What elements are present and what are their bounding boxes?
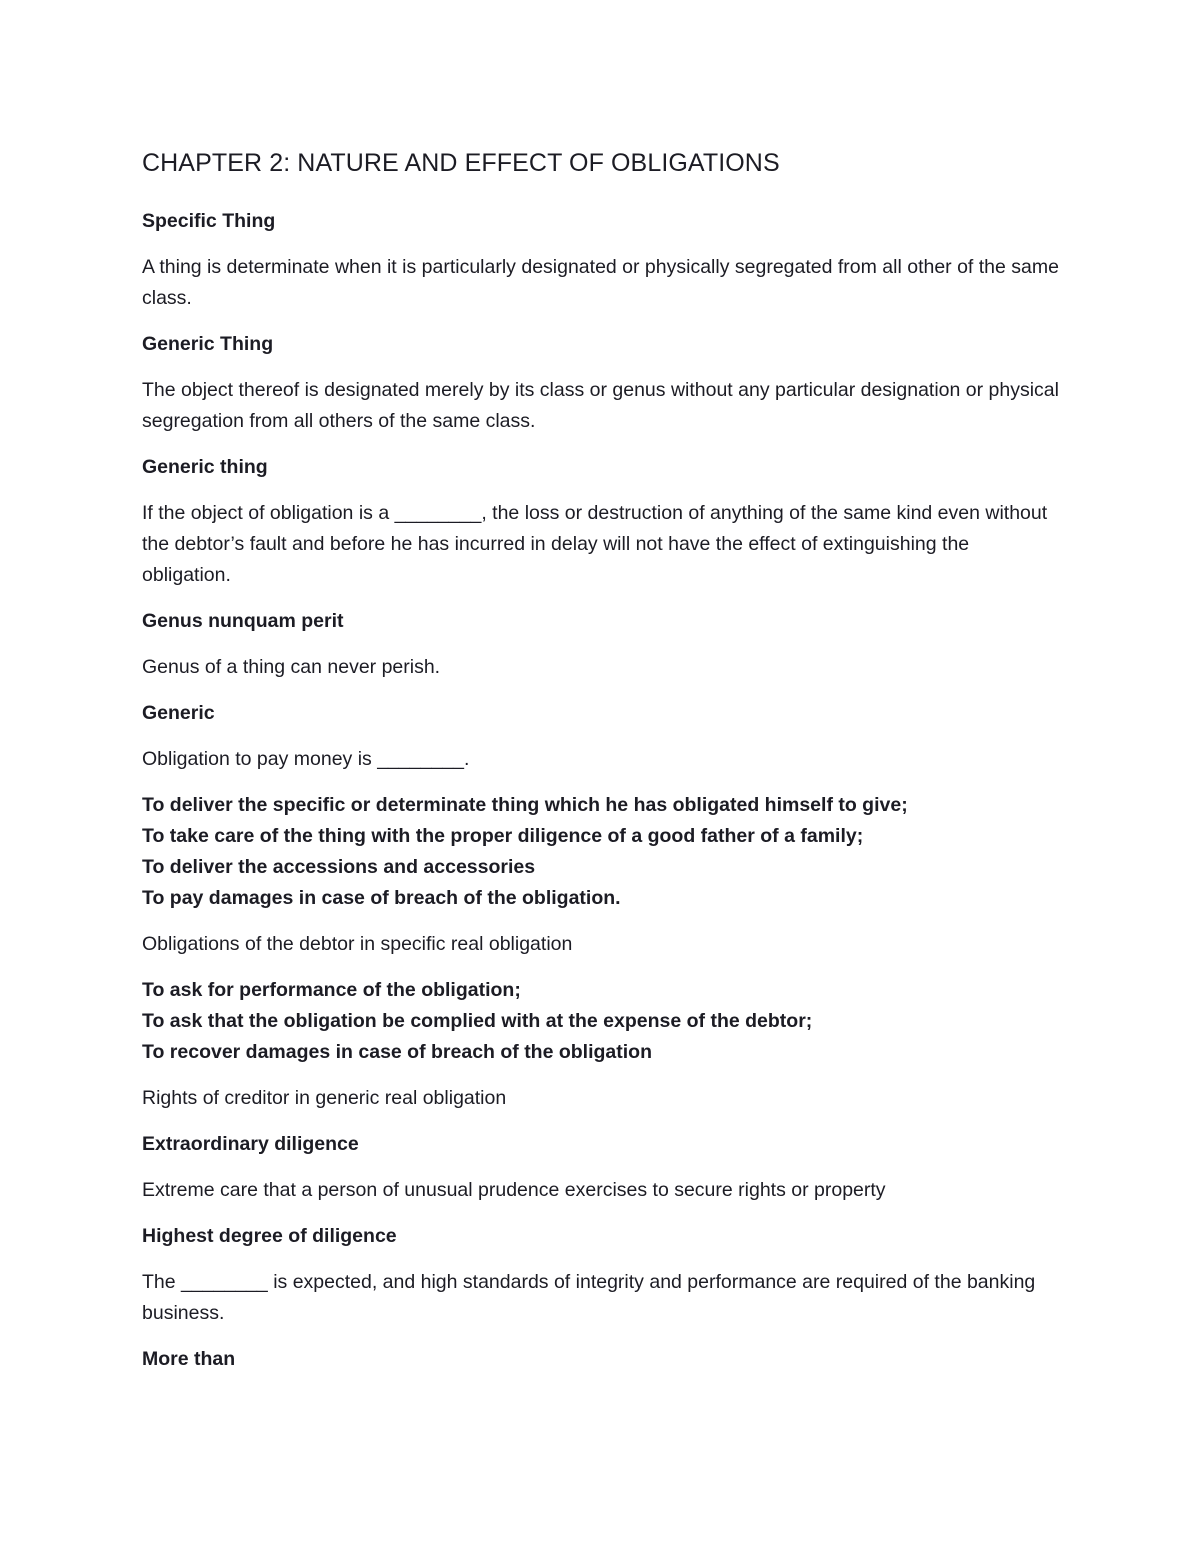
chapter-title: CHAPTER 2: NATURE AND EFFECT OF OBLIGATIONS (142, 149, 780, 177)
definition-text: Extreme care that a person of unusual prudence exercises to secure rights or property (142, 1179, 886, 1201)
term-heading: Generic Thing (142, 333, 274, 355)
term-heading: Generic (142, 702, 215, 724)
list-item: To take care of the thing with the proper diligence of a good father of a family; (142, 825, 864, 847)
term-heading: Specific Thing (142, 210, 276, 232)
definition-text: Rights of creditor in generic real obligation (142, 1087, 507, 1109)
definition-text: A thing is determinate when it is particularly designated or physically segregated from all other of the same class. (142, 256, 1059, 309)
term-heading: More than (142, 1348, 236, 1370)
definition-text: The object thereof is designated merely by its class or genus without any particular designation or physical segregation from all others of the same class. (142, 379, 1059, 432)
term-heading: Extraordinary diligence (142, 1133, 359, 1155)
list-item: To ask that the obligation be complied with at the expense of the debtor; (142, 1010, 813, 1032)
list-item: To recover damages in case of breach of the obligation (142, 1041, 653, 1063)
definition-text: The ________ is expected, and high standards of integrity and performance are required of the banking business. (142, 1271, 1036, 1324)
list-item: To pay damages in case of breach of the obligation. (142, 887, 621, 909)
definition-text: Genus of a thing can never perish. (142, 656, 441, 678)
term-heading: Highest degree of diligence (142, 1225, 397, 1247)
list-item: To ask for performance of the obligation; (142, 979, 521, 1001)
definition-text: Obligation to pay money is ________. (142, 748, 470, 770)
term-heading: Generic thing (142, 456, 268, 478)
definition-text: Obligations of the debtor in specific real obligation (142, 933, 573, 955)
definition-text: If the object of obligation is a ________, the loss or destruction of anything of the same kind even without the debtor’s fault and before he has incurred in delay will not have the effect of extinguishing the obligation. (142, 502, 1048, 586)
term-heading: Genus nunquam perit (142, 610, 344, 632)
list-item: To deliver the accessions and accessories (142, 856, 536, 878)
list-item: To deliver the specific or determinate thing which he has obligated himself to give; (142, 794, 908, 816)
debtor-obligations-list (142, 790, 1062, 914)
creditor-rights-list (142, 975, 1062, 1068)
document-page (142, 146, 1062, 1390)
